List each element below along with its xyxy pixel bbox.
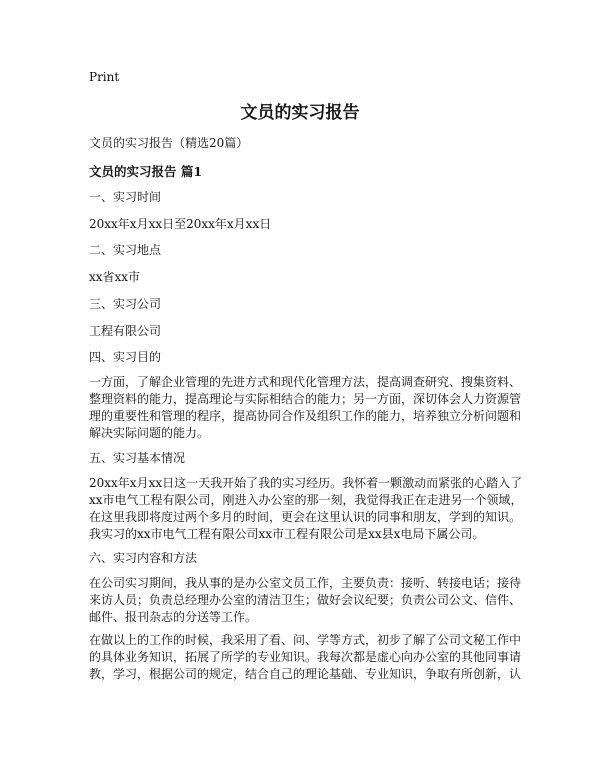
paragraph-line: 整理资料的能力，提高理论与实际相结合的能力；另一方面，深切体会人力资源管 [89,392,522,406]
internship-place-value: xx省xx市 [89,270,141,284]
paragraph-line: xx市电气工程有限公司，刚进入办公室的那一刻，我觉得我正在走进另一个领域， [89,493,523,507]
paragraph-line: 在公司实习期间，我从事的是办公室文员工作，主要负责：接听、转接电话；接待 [89,576,522,590]
paragraph-line: 我实习的xx市电气工程有限公司xx市工程有限公司是xx县x电局下属公司。 [89,527,485,541]
heading-basic-situation: 五、实习基本情况 [89,451,186,465]
paragraph-line: 20xx年x月xx日这一天我开始了我的实习经历。我怀着一颗激动而紧张的心踏入了 [89,476,523,490]
internship-time-value: 20xx年x月xx日至20xx年x月xx日 [89,217,272,231]
internship-company-value: 工程有限公司 [89,324,162,338]
paragraph-basic-situation [89,475,523,543]
paragraph-line: 教，学习，根据公司的规定，结合自己的理论基础、专业知识，争取有所创新，认 [89,667,522,681]
heading-internship-place: 二、实习地点 [89,243,162,257]
section-title: 文员的实习报告 篇1 [89,164,203,179]
paragraph-content [89,575,522,626]
heading-internship-company: 三、实习公司 [89,297,162,311]
document-subtitle: 文员的实习报告（精选20篇） [89,136,249,150]
paragraph-line: 一方面，了解企业管理的先进方式和现代化管理方法，提高调查研究、搜集资料、 [89,375,522,389]
heading-internship-time: 一、实习时间 [89,190,162,204]
paragraph-line: 解决实际问题的能力。 [89,426,210,440]
heading-internship-purpose: 四、实习目的 [89,350,162,364]
paragraph-line: 的具体业务知识，拓展了所学的专业知识。我每次都是虚心向办公室的其他同事请 [89,650,522,664]
document-title: 文员的实习报告 [240,103,360,123]
paragraph-line: 在做以上的工作的时候，我采用了看、问、学等方式，初步了解了公司文秘工作中 [89,633,522,647]
paragraph-method [89,632,522,683]
paragraph-line: 来访人员；负责总经理办公室的清洁卫生；做好会议纪要；负责公司公文、信件、 [89,593,522,607]
print-label: Print [89,70,120,84]
heading-content-method: 六、实习内容和方法 [89,551,198,565]
paragraph-line: 邮件、报刊杂志的分送等工作。 [89,610,258,624]
paragraph-line: 理的重要性和管理的程序，提高协同合作及组织工作的能力，培养独立分析问题和 [89,409,522,423]
paragraph-purpose [89,374,522,442]
paragraph-line: 在这里我即将度过两个多月的时间，更会在这里认识的同事和朋友，学到的知识。 [89,510,522,524]
